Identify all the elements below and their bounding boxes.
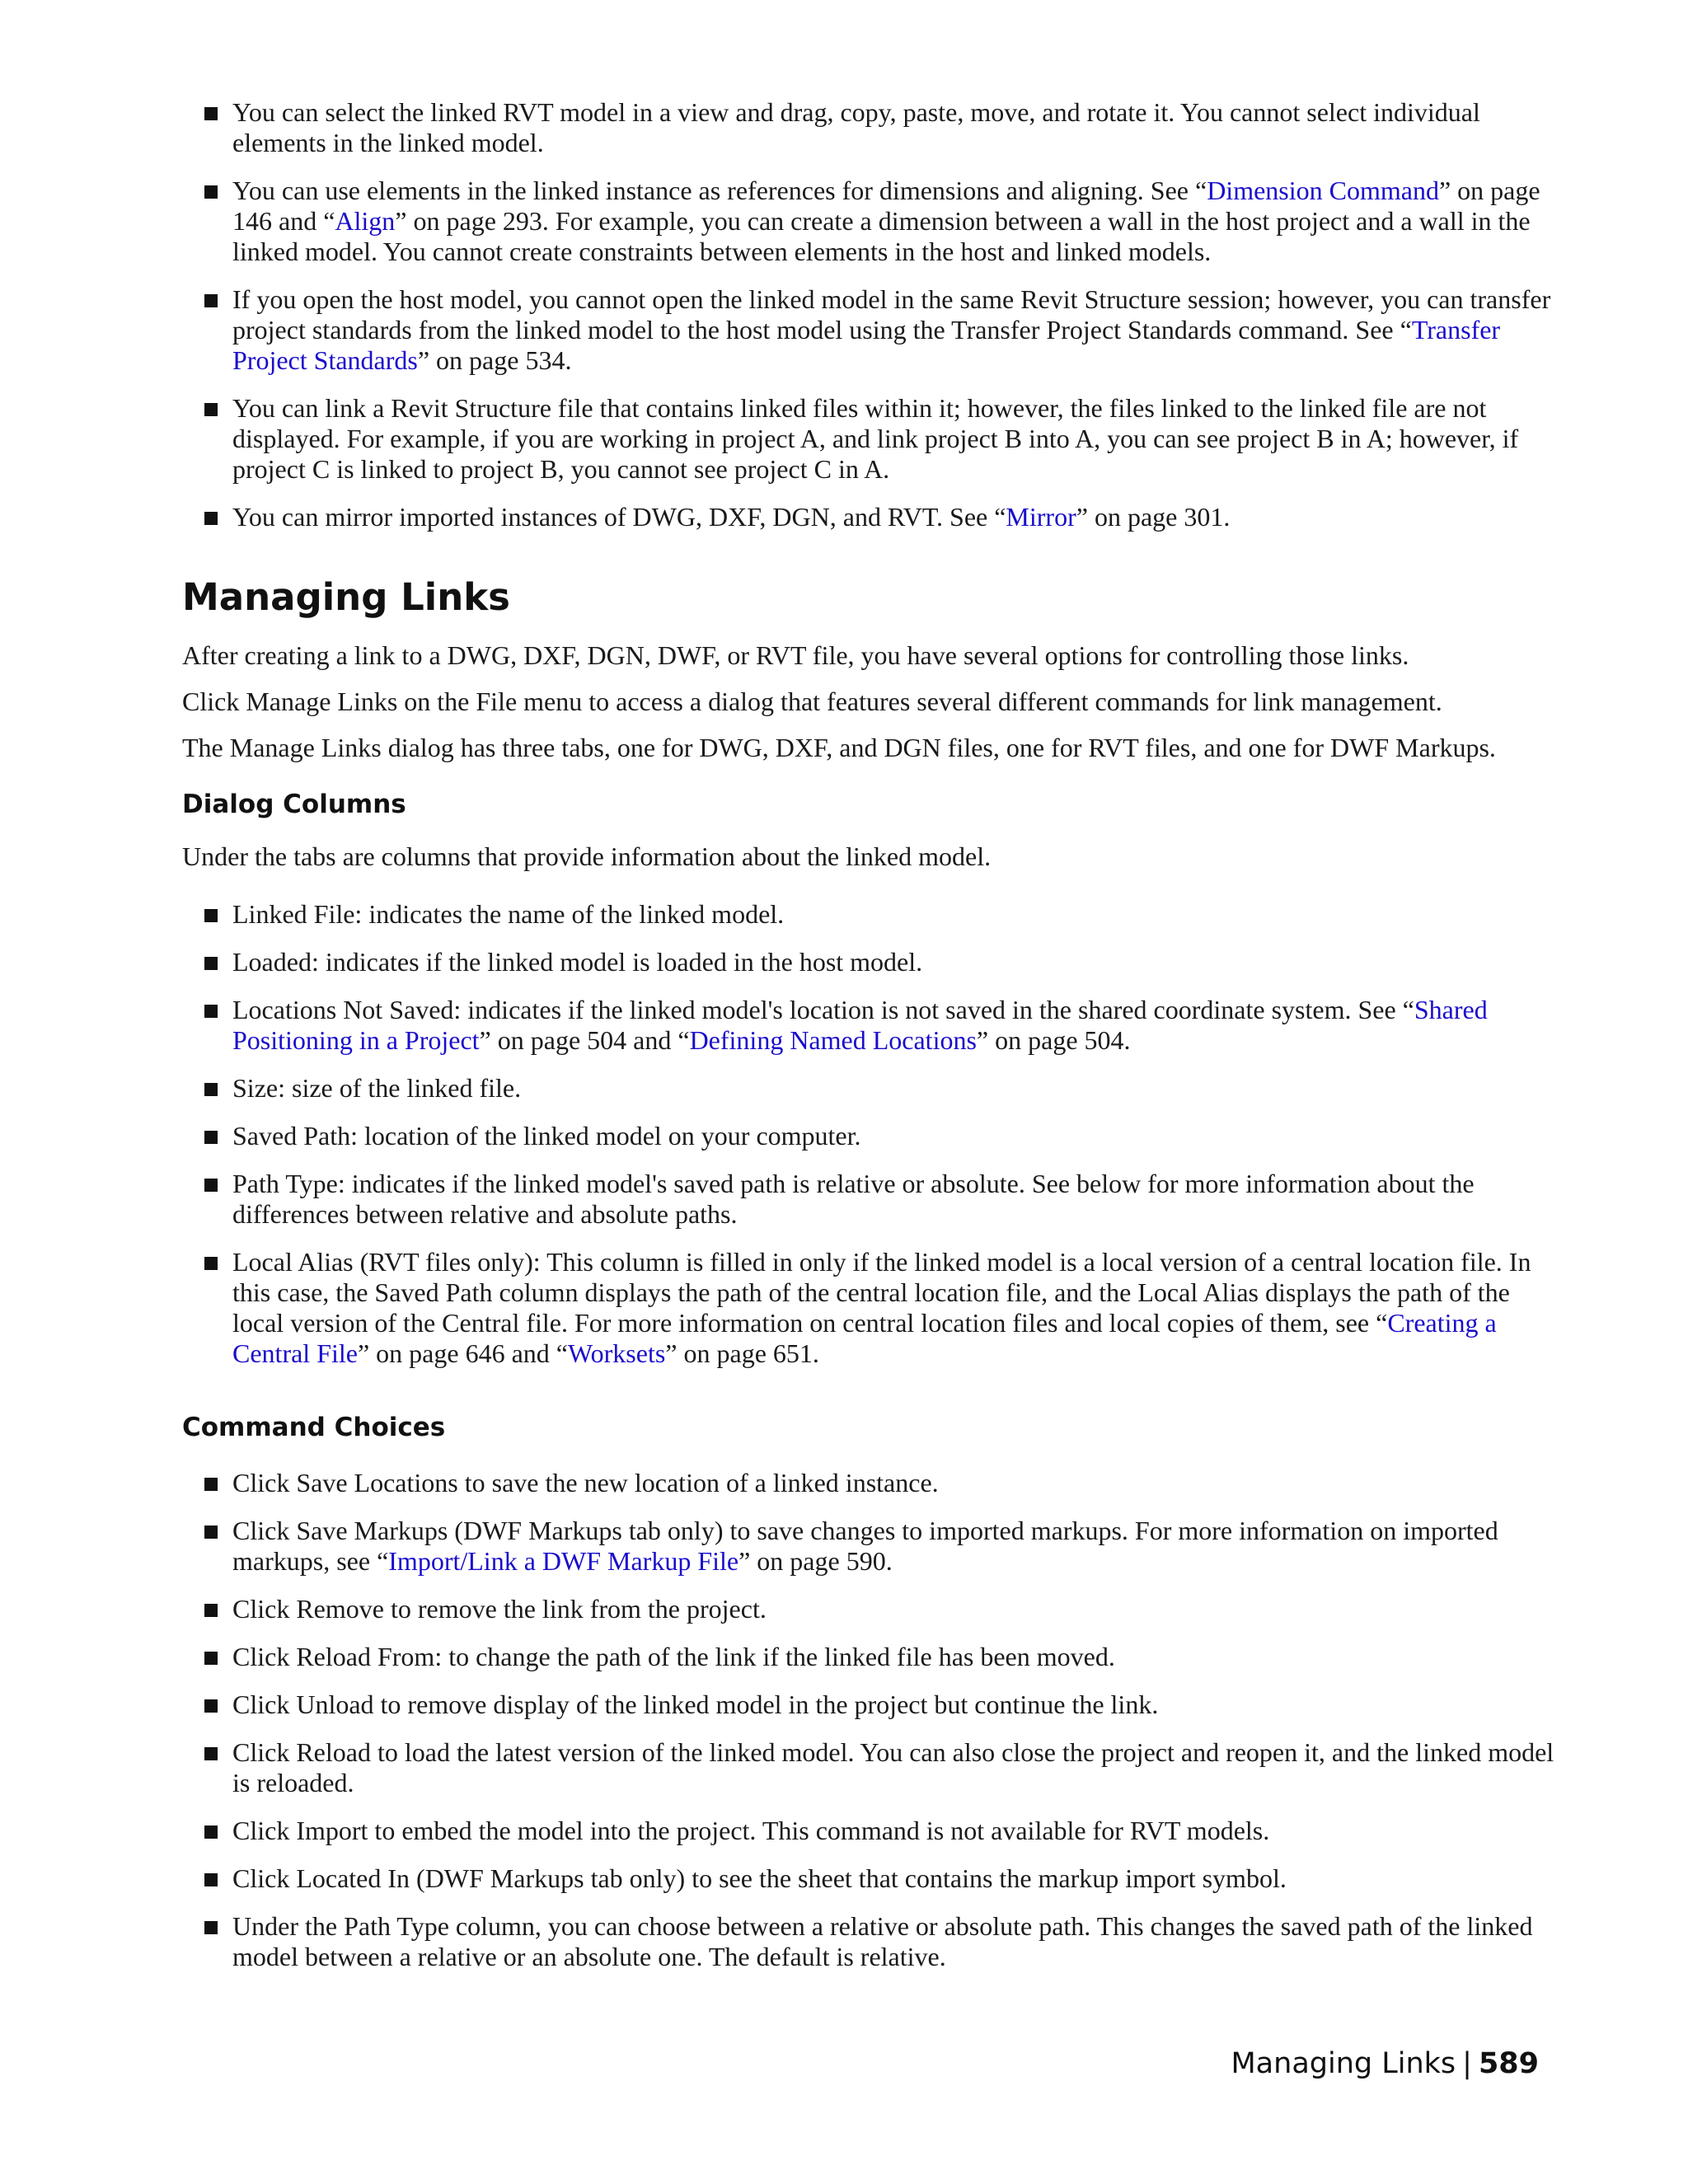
list-item: You can mirror imported instances of DWG, DXF, DGN, and RVT. See “Mirror” on page 301.: [182, 502, 1564, 532]
list-item: Locations Not Saved: indicates if the linked model's location is not saved in the shared coordinate system. See “Shared Positioning in a Project” on page 504 and “Defining Named Locations” on page 504.: [182, 995, 1564, 1056]
list-item: Local Alias (RVT files only): This column is filled in only if the linked model is a local version of a central location file. In this case, the Saved Path column displays the path of the central location file, and the Local Alias displays the path of the local version of the Central file. For more information on central location files and local copies of them, see “Creating a Central File” on page 646 and “Worksets” on page 651.: [182, 1247, 1564, 1369]
square-bullet-icon: [204, 1131, 218, 1144]
square-bullet-icon: [204, 185, 218, 199]
link-dimension-command[interactable]: Dimension Command: [1207, 176, 1439, 205]
list-item: Click Save Markups (DWF Markups tab only) to save changes to imported markups. For more information on imported markups, see “Import/Link a DWF Markup File” on page 590.: [182, 1516, 1564, 1577]
square-bullet-icon: [204, 294, 218, 307]
list-item: You can link a Revit Structure file that contains linked files within it; however, the files linked to the linked file are not displayed. For example, if you are working in project A, and link project B into A, you can see project B in A; however, if project C is linked to project B, you cannot see project C in A.: [182, 393, 1564, 485]
list-item: Click Remove to remove the link from the project.: [182, 1594, 1564, 1624]
list-item: Click Reload to load the latest version of the linked model. You can also close the project and reopen it, and the linked model is reloaded.: [182, 1737, 1564, 1798]
square-bullet-icon: [204, 1179, 218, 1192]
list-item: Click Import to embed the model into the project. This command is not available for RVT models.: [182, 1816, 1564, 1846]
dialog-columns-intro: Under the tabs are columns that provide information about the linked model.: [182, 841, 992, 871]
square-bullet-icon: [204, 1873, 218, 1886]
list-item: Under the Path Type column, you can choose between a relative or absolute path. This changes the saved path of the linked model between a relative or an absolute one. The default is relative.: [182, 1911, 1564, 1972]
list-item: Click Located In (DWF Markups tab only) to see the sheet that contains the markup import symbol.: [182, 1863, 1564, 1894]
square-bullet-icon: [204, 1652, 218, 1665]
page-footer: [1231, 2047, 1539, 2080]
list-item: Click Reload From: to change the path of the link if the linked file has been moved.: [182, 1642, 1564, 1672]
list-item: If you open the host model, you cannot open the linked model in the same Revit Structure session; however, you can transfer project standards from the linked model to the host model using the Transfer Project Standards command. See “Transfer Project Standards” on page 534.: [182, 284, 1564, 376]
list-item: Size: size of the linked file.: [182, 1073, 1564, 1104]
section-title: Managing Links: [182, 575, 510, 619]
dialog-columns-heading: Dialog Columns: [182, 790, 406, 819]
square-bullet-icon: [204, 1005, 218, 1018]
intro-paragraph: The Manage Links dialog has three tabs, one for DWG, DXF, and DGN files, one for RVT files, and one for DWF Markups.: [182, 733, 1496, 762]
square-bullet-icon: [204, 1825, 218, 1839]
square-bullet-icon: [204, 1747, 218, 1760]
list-item: Path Type: indicates if the linked model's saved path is relative or absolute. See below for more information about the differences between relative and absolute paths.: [182, 1169, 1564, 1230]
square-bullet-icon: [204, 512, 218, 525]
list-item: Loaded: indicates if the linked model is loaded in the host model.: [182, 947, 1564, 977]
intro-bullet-list: [182, 97, 1564, 532]
square-bullet-icon: [204, 1699, 218, 1713]
intro-paragraph: After creating a link to a DWG, DXF, DGN, DWF, or RVT file, you have several options for controlling those links.: [182, 640, 1409, 670]
square-bullet-icon: [204, 1478, 218, 1491]
link-worksets[interactable]: Worksets: [567, 1338, 666, 1368]
link-defining-named-locations[interactable]: Defining Named Locations: [689, 1025, 977, 1055]
page-number: 589: [1478, 2047, 1539, 2080]
footer-section-title: Managing Links: [1231, 2047, 1456, 2080]
command-choices-list: [182, 1468, 1564, 1972]
list-item: Click Save Locations to save the new location of a linked instance.: [182, 1468, 1564, 1498]
square-bullet-icon: [204, 957, 218, 970]
list-item: Linked File: indicates the name of the linked model.: [182, 899, 1564, 930]
link-shared-positioning[interactable]: Shared Positioning in a Project: [232, 995, 1488, 1055]
square-bullet-icon: [204, 107, 218, 120]
link-mirror[interactable]: Mirror: [1006, 502, 1076, 532]
list-item: Click Unload to remove display of the linked model in the project but continue the link.: [182, 1690, 1564, 1720]
square-bullet-icon: [204, 1604, 218, 1617]
square-bullet-icon: [204, 1257, 218, 1270]
intro-paragraph: Click Manage Links on the File menu to access a dialog that features several different commands for link management.: [182, 687, 1442, 716]
square-bullet-icon: [204, 1921, 218, 1934]
list-item: Saved Path: location of the linked model on your computer.: [182, 1121, 1564, 1151]
square-bullet-icon: [204, 403, 218, 416]
square-bullet-icon: [204, 1526, 218, 1539]
command-choices-heading: Command Choices: [182, 1413, 446, 1442]
link-creating-central-file[interactable]: Creating a Central File: [232, 1308, 1497, 1368]
list-item: You can use elements in the linked instance as references for dimensions and aligning. See “Dimension Command” on page 146 and “Align” on page 293. For example, you can create a dimension between a wall in the host project and a wall in the linked model. You cannot create constraints between elements in the host and linked models.: [182, 176, 1564, 267]
square-bullet-icon: [204, 1083, 218, 1096]
page-content: [182, 97, 1564, 1990]
footer-separator: |: [1462, 2047, 1472, 2080]
square-bullet-icon: [204, 909, 218, 922]
link-transfer-project-standards[interactable]: Transfer Project Standards: [232, 315, 1501, 375]
dialog-columns-list: [182, 899, 1564, 1369]
link-align[interactable]: Align: [335, 206, 396, 236]
list-item: You can select the linked RVT model in a view and drag, copy, paste, move, and rotate it. You cannot select individual elements in the linked model.: [182, 97, 1564, 158]
link-import-dwf-markup[interactable]: Import/Link a DWF Markup File: [388, 1546, 739, 1576]
